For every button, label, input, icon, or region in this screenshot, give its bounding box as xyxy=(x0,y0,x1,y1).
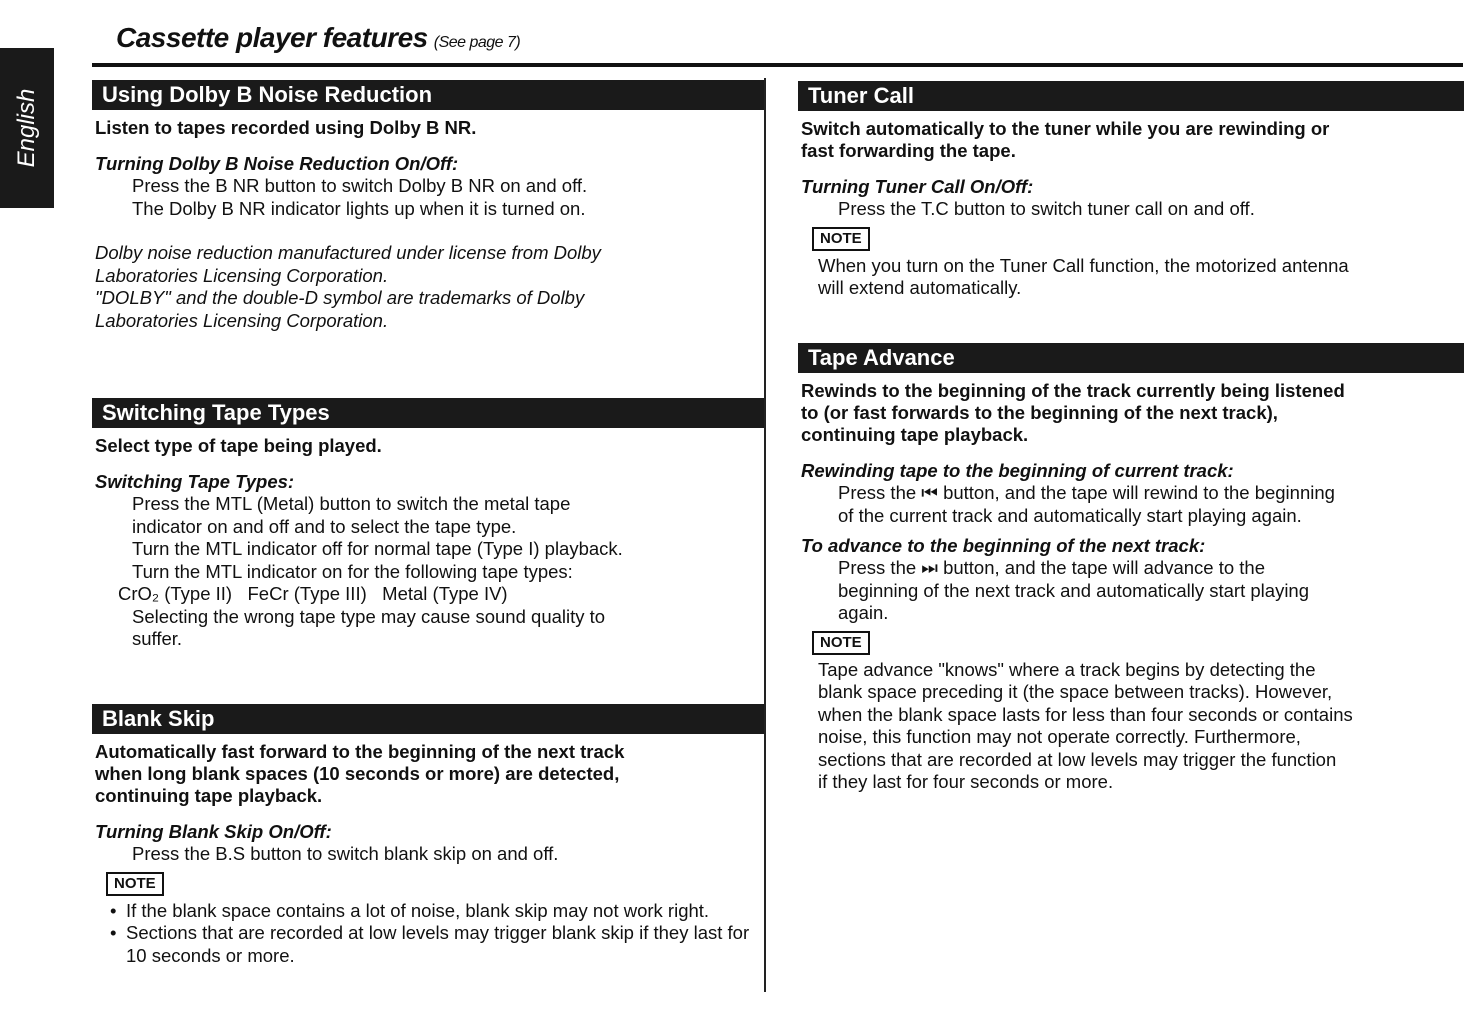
license-line: "DOLBY" and the double-D symbol are trademarks of Dolby xyxy=(95,287,585,308)
tape-advance-lead xyxy=(801,380,1464,446)
tape-types-subheading: Switching Tape Types: xyxy=(95,471,295,492)
note-line: noise, this function may not operate correctly. Furthermore, xyxy=(818,726,1301,747)
blank-skip-heading: Blank Skip xyxy=(92,704,764,734)
page-reference: (See page 7) xyxy=(433,34,521,51)
dolby-license xyxy=(95,242,764,332)
note-line: Tape advance "knows" where a track begins by detecting the xyxy=(818,658,1316,680)
rewind-subheading: Rewinding tape to the beginning of current track: xyxy=(801,460,1234,481)
dolby-heading: Using Dolby B Noise Reduction xyxy=(92,80,764,110)
blank-skip-notes xyxy=(92,900,764,968)
lead-line: to (or fast forwards to the beginning of the next track), xyxy=(801,402,1278,423)
tape-advance-section xyxy=(798,343,1464,794)
tape-types-line: Turn the MTL indicator off for normal tape (Type I) playback. xyxy=(132,538,623,559)
tape-advance-heading: Tape Advance xyxy=(798,343,1464,373)
note-label: NOTE xyxy=(812,227,870,251)
license-line: Dolby noise reduction manufactured under license from Dolby xyxy=(95,242,601,263)
tuner-call-section xyxy=(798,81,1464,300)
note-item: • Sections that are recorded at low levels may trigger blank skip if they last for 10 seconds or more. xyxy=(108,922,764,967)
license-line: Laboratories Licensing Corporation. xyxy=(95,264,389,286)
note-line: will extend automatically. xyxy=(818,277,1022,298)
lead-line: when long blank spaces (10 seconds or more) are detected, xyxy=(95,763,620,784)
right-column xyxy=(798,78,1464,992)
rewind-line: Press the ⏮ button, and the tape will rewind to the beginning xyxy=(838,482,1335,503)
tuner-call-heading: Tuner Call xyxy=(798,81,1464,111)
advance-line: again. xyxy=(838,602,889,623)
advance-line: Press the ⏭ button, and the tape will advance to the xyxy=(838,557,1266,578)
blank-skip-line: Press the B.S button to switch blank skip on and off. xyxy=(132,843,559,864)
license-line: Laboratories Licensing Corporation. xyxy=(95,309,389,331)
tuner-call-lead xyxy=(801,118,1464,162)
lead-line: continuing tape playback. xyxy=(801,424,1029,445)
note-item: • If the blank space contains a lot of noise, blank skip may not work right. xyxy=(108,900,764,923)
tape-types-lead: Select type of tape being played. xyxy=(95,435,382,456)
lead-line: Switch automatically to the tuner while you are rewinding or xyxy=(801,118,1330,139)
dolby-lead: Listen to tapes recorded using Dolby B NR. xyxy=(95,117,477,138)
tape-types-line: indicator on and off and to select the tape type. xyxy=(132,515,517,537)
blank-skip-section xyxy=(92,704,764,967)
dolby-section xyxy=(92,80,764,332)
tape-types-line: Turn the MTL indicator on for the following tape types: xyxy=(132,560,573,582)
tuner-call-subheading: Turning Tuner Call On/Off: xyxy=(801,176,1034,197)
tape-types-section xyxy=(92,398,764,651)
blank-skip-lead xyxy=(95,741,764,807)
note-line: blank space preceding it (the space between tracks). However, xyxy=(818,681,1333,702)
dolby-line: Press the B NR button to switch Dolby B NR on and off. xyxy=(132,175,588,196)
language-tab-label: English xyxy=(13,88,40,168)
note-line: when the blank space lasts for less than four seconds or contains xyxy=(818,703,1353,725)
header-rule xyxy=(92,63,1463,67)
tape-types-heading: Switching Tape Types xyxy=(92,398,764,428)
dolby-subheading: Turning Dolby B Noise Reduction On/Off: xyxy=(95,153,459,174)
language-tab xyxy=(0,48,54,208)
dolby-line: The Dolby B NR indicator lights up when it is turned on. xyxy=(132,197,586,219)
rewind-line: of the current track and automatically start playing again. xyxy=(838,504,1302,526)
left-column xyxy=(92,78,766,992)
note-label: NOTE xyxy=(812,631,870,655)
note-line: When you turn on the Tuner Call function, the motorized antenna xyxy=(818,254,1349,276)
tape-types-list: CrO₂ (Type II) FeCr (Type III) Metal (Type IV) xyxy=(118,583,508,604)
advance-line: beginning of the next track and automatically start playing xyxy=(838,579,1310,601)
page-title xyxy=(116,22,520,54)
note-line: sections that are recorded at low levels may trigger the function xyxy=(818,748,1337,770)
tuner-call-line: Press the T.C button to switch tuner call on and off. xyxy=(838,198,1255,219)
note-label: NOTE xyxy=(106,872,164,896)
tape-types-line: Selecting the wrong tape type may cause sound quality to xyxy=(132,605,606,627)
advance-subheading: To advance to the beginning of the next track: xyxy=(801,535,1206,556)
blank-skip-subheading: Turning Blank Skip On/Off: xyxy=(95,821,332,842)
tuner-call-note xyxy=(818,255,1464,300)
tape-types-line: Press the MTL (Metal) button to switch the metal tape xyxy=(132,493,571,514)
lead-line: Rewinds to the beginning of the track currently being listened xyxy=(801,380,1345,401)
tape-types-line: suffer. xyxy=(132,628,183,649)
lead-line: Automatically fast forward to the beginning of the next track xyxy=(95,741,625,762)
tape-advance-note xyxy=(818,659,1464,794)
lead-line: fast forwarding the tape. xyxy=(801,140,1016,161)
page-title-text: Cassette player features xyxy=(116,22,428,53)
lead-line: continuing tape playback. xyxy=(95,785,323,806)
note-line: if they last for four seconds or more. xyxy=(818,771,1114,792)
